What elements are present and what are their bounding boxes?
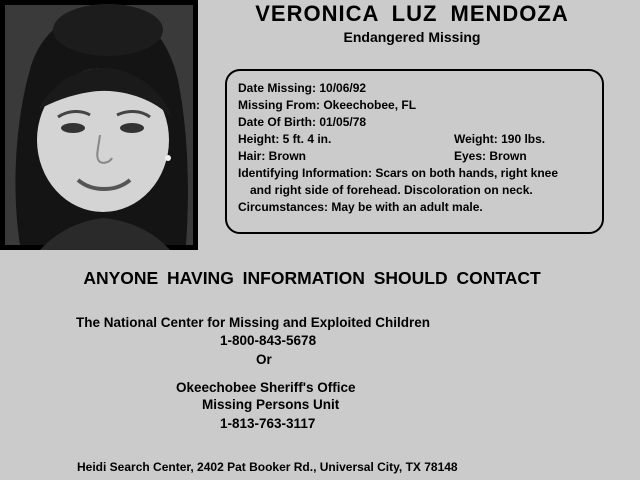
weight: Weight: 190 lbs. bbox=[454, 132, 546, 146]
hair-eyes-row bbox=[238, 148, 602, 165]
org2-unit: Missing Persons Unit bbox=[202, 397, 340, 412]
circumstances: Circumstances: May be with an adult male. bbox=[238, 200, 483, 214]
height-weight-row bbox=[238, 131, 602, 148]
eyes: Eyes: Brown bbox=[454, 149, 527, 163]
org2-name: Okeechobee Sheriff's Office bbox=[176, 380, 356, 395]
contact-heading: ANYONE HAVING INFORMATION SHOULD CONTACT bbox=[83, 268, 541, 288]
footer-address: Heidi Search Center, 2402 Pat Booker Rd., Universal City, TX 78148 bbox=[77, 460, 458, 474]
missing-person-name: VERONICA LUZ MENDOZA bbox=[255, 1, 569, 26]
identifying-information-continued: and right side of forehead. Discoloration on neck. bbox=[250, 183, 533, 197]
case-details-box bbox=[225, 69, 604, 234]
org1-phone: 1-800-843-5678 bbox=[220, 333, 317, 348]
height: Height: 5 ft. 4 in. bbox=[238, 132, 332, 146]
date-missing: Date Missing: 10/06/92 bbox=[238, 81, 367, 95]
missing-from: Missing From: Okeechobee, FL bbox=[238, 98, 417, 112]
identifying-information: Identifying Information: Scars on both hands, right knee bbox=[238, 166, 559, 180]
or-separator: Or bbox=[256, 352, 272, 367]
missing-person-photo bbox=[0, 0, 198, 250]
hair: Hair: Brown bbox=[238, 149, 307, 163]
case-type-subtitle: Endangered Missing bbox=[343, 29, 481, 45]
org2-phone: 1-813-763-3117 bbox=[220, 416, 316, 431]
date-of-birth: Date Of Birth: 01/05/78 bbox=[238, 115, 367, 129]
org1-name: The National Center for Missing and Exploited Children bbox=[76, 315, 431, 330]
